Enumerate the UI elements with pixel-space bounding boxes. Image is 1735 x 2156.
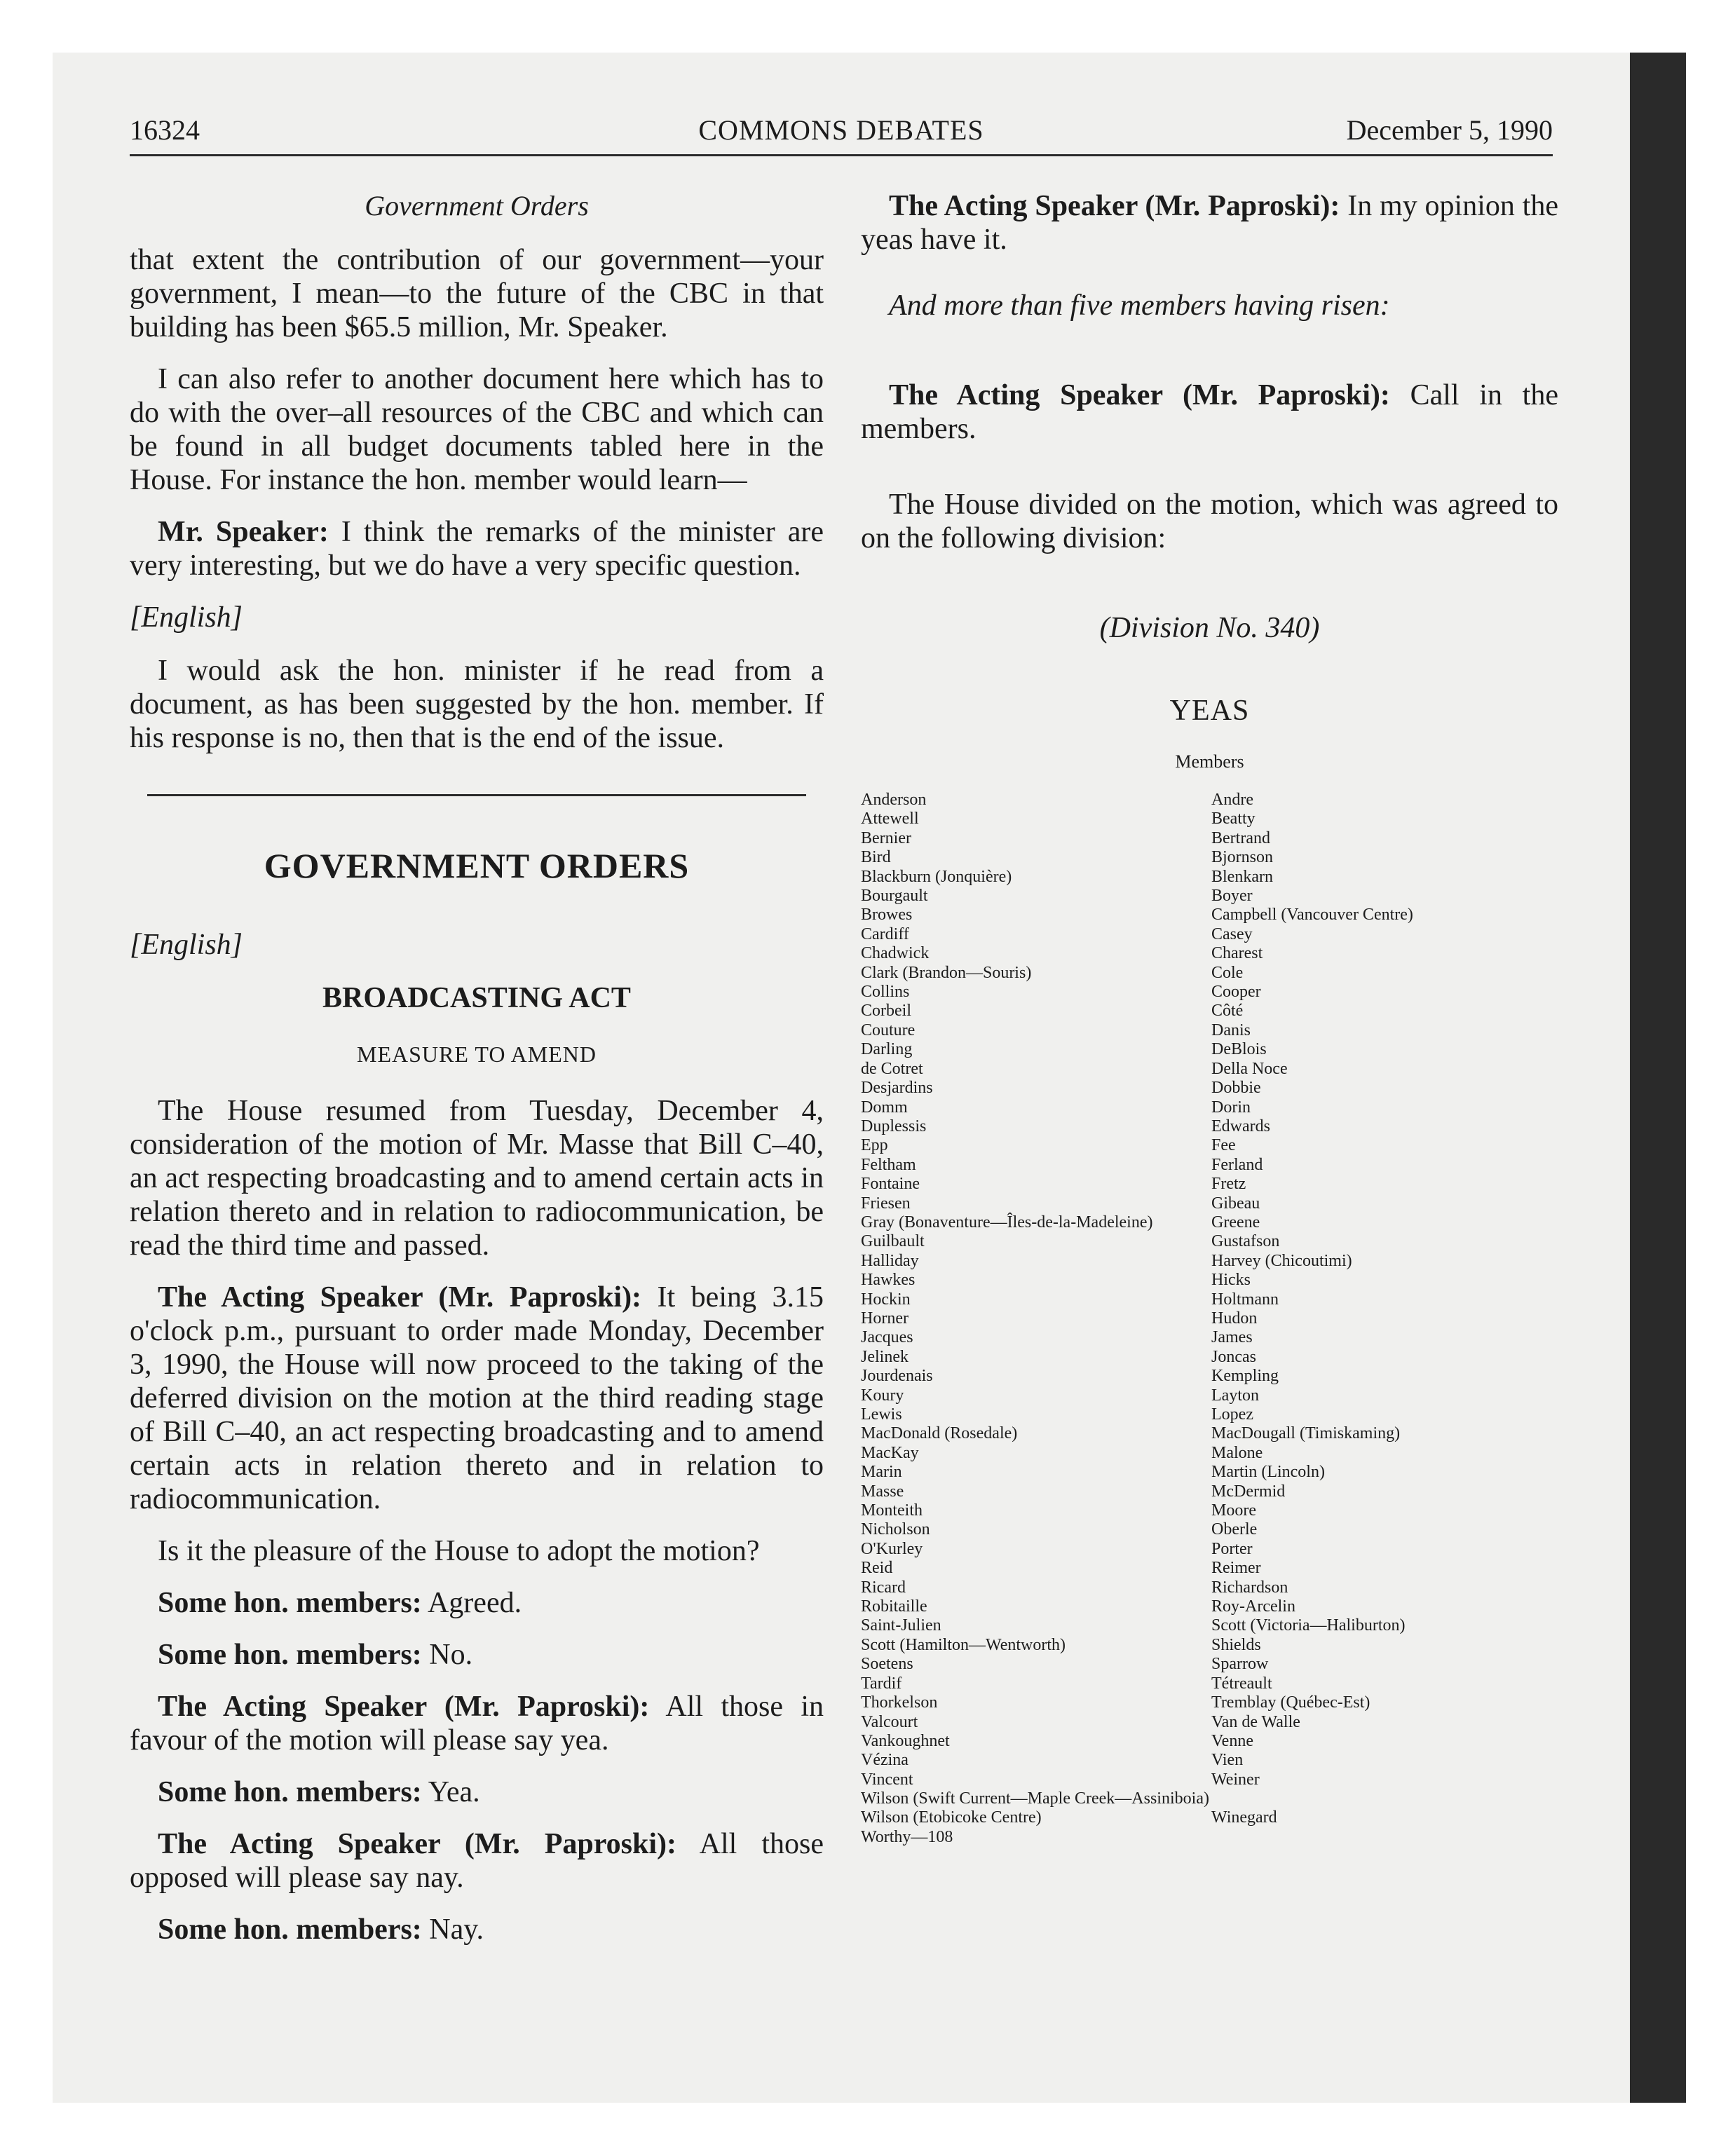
members-list-tail — [861, 1789, 1558, 1847]
paragraph — [130, 1913, 824, 1946]
member-name: Lopez — [1211, 1405, 1253, 1424]
speaker-name: Some hon. members: — [158, 1639, 422, 1671]
member-name: Reid — [861, 1559, 893, 1578]
left-column — [130, 189, 824, 1965]
member-name: Thorkelson — [861, 1693, 938, 1712]
section-divider — [147, 794, 806, 796]
speech-text: In my opinion the yeas have it. — [861, 190, 1558, 256]
member-name: Wilson (Etobicoke Centre) — [861, 1808, 1042, 1827]
member-name: Tremblay (Québec-Est) — [1211, 1693, 1370, 1712]
member-name: McDermid — [1211, 1482, 1286, 1501]
member-name: Hawkes — [861, 1271, 916, 1290]
member-name: Casey — [1211, 925, 1253, 943]
member-name: Feltham — [861, 1155, 916, 1174]
member-name: Fontaine — [861, 1175, 920, 1194]
member-name: Bertrand — [1211, 828, 1270, 847]
member-name: Sparrow — [1211, 1655, 1269, 1674]
yeas-heading: YEAS — [1169, 695, 1250, 727]
speaker-name: Some hon. members: — [158, 1587, 422, 1619]
member-name: Gibeau — [1211, 1194, 1260, 1213]
speaker-name: Mr. Speaker: — [158, 516, 329, 548]
speech-text: Nay. — [421, 1913, 484, 1946]
page-number: 16324 — [130, 114, 200, 146]
member-name: Scott (Hamilton—Wentworth) — [861, 1635, 1066, 1654]
member-name: Hicks — [1211, 1271, 1251, 1290]
speaker-name: The Acting Speaker (Mr. Paproski): — [889, 190, 1340, 222]
member-name: Danis — [1211, 1021, 1251, 1039]
language-tag: [English] — [130, 929, 243, 961]
paragraph — [130, 1775, 824, 1809]
member-name: Edwards — [1211, 1117, 1270, 1135]
subsection-subtitle: MEASURE TO AMEND — [357, 1042, 597, 1067]
member-name: Chadwick — [861, 944, 930, 963]
member-name: Couture — [861, 1021, 916, 1039]
member-name: Campbell (Vancouver Centre) — [1211, 906, 1413, 925]
member-name: Winegard — [1211, 1808, 1277, 1827]
member-name: Masse — [861, 1482, 904, 1501]
member-name: Vien — [1211, 1751, 1244, 1770]
member-name: Epp — [861, 1136, 888, 1155]
paragraph — [861, 378, 1558, 446]
speech-text: No. — [421, 1639, 473, 1671]
speech-text: All those opposed will please say nay. — [130, 1828, 824, 1894]
member-name: MacDougall (Timiskaming) — [1211, 1424, 1401, 1443]
member-name: Tétreault — [1211, 1674, 1272, 1693]
member-name: Blackburn (Jonquière) — [861, 867, 1012, 886]
speech-text: Call in the members. — [861, 379, 1558, 445]
member-name: Andre — [1211, 791, 1253, 809]
speaker-name: The Acting Speaker (Mr. Paproski): — [889, 379, 1390, 411]
members-column-1 — [861, 791, 1211, 1789]
speaker-name: The Acting Speaker (Mr. Paproski): — [158, 1691, 650, 1723]
member-name: Desjardins — [861, 1079, 933, 1098]
member-name: Holtmann — [1211, 1290, 1279, 1309]
member-name: Browes — [861, 906, 913, 925]
member-name: Venne — [1211, 1731, 1253, 1750]
member-name: Tardif — [861, 1674, 902, 1693]
member-name: Ferland — [1211, 1155, 1263, 1174]
members-list — [861, 791, 1558, 1847]
member-name: Cooper — [1211, 983, 1261, 1002]
member-name: Valcourt — [861, 1712, 918, 1731]
member-name: Bird — [861, 848, 891, 867]
member-name: Koury — [861, 1386, 904, 1405]
member-name: Friesen — [861, 1194, 911, 1213]
member-name: James — [1211, 1328, 1253, 1347]
member-name: Domm — [861, 1098, 908, 1117]
member-name: Joncas — [1211, 1347, 1256, 1366]
member-name: de Cotret — [861, 1059, 923, 1078]
member-name: Van de Walle — [1211, 1712, 1300, 1731]
paragraph: The House divided on the motion, which was agreed to on the following division: — [861, 489, 1558, 554]
page-header — [130, 112, 1553, 156]
speaker-name: The Acting Speaker (Mr. Paproski): — [158, 1281, 642, 1314]
member-name: Bourgault — [861, 887, 928, 906]
speech-text: Agreed. — [421, 1587, 522, 1619]
subsection-title: BROADCASTING ACT — [322, 982, 631, 1014]
paragraph — [130, 1638, 824, 1672]
member-name: Fretz — [1211, 1175, 1246, 1194]
speaker-name: The Acting Speaker (Mr. Paproski): — [158, 1828, 677, 1860]
paragraph — [130, 1690, 824, 1757]
member-name: Richardson — [1211, 1578, 1288, 1597]
running-head: Government Orders — [365, 190, 589, 221]
member-name: Oberle — [1211, 1520, 1258, 1539]
paragraph: I can also refer to another document here which has to do with the over–all resources of the CBC and which can be found in all budget documents tabled here in the House. For instance the hon. member would learn— — [130, 363, 824, 496]
paragraph — [130, 1827, 824, 1895]
member-name: Charest — [1211, 944, 1263, 963]
member-name: Vankoughnet — [861, 1731, 950, 1750]
member-name: Roy-Arcelin — [1211, 1597, 1295, 1616]
member-name: Weiner — [1211, 1770, 1260, 1789]
paragraph: I would ask the hon. minister if he read from a document, as has been suggested by the hon. member. If his response is no, then that is the end of the issue. — [130, 655, 824, 754]
paragraph: that extent the contribution of our government—your government, I mean—to the future of the CBC in that building has been $65.5 million, Mr. Speaker. — [130, 244, 824, 343]
member-name: Saint-Julien — [861, 1616, 941, 1635]
member-name: Corbeil — [861, 1002, 911, 1021]
member-name: Blenkarn — [1211, 867, 1273, 886]
publication-date: December 5, 1990 — [1346, 114, 1553, 146]
right-column — [861, 189, 1558, 1847]
member-name: Robitaille — [861, 1597, 927, 1616]
member-name: Bernier — [861, 828, 911, 847]
paragraph: The House resumed from Tuesday, December 4, consideration of the motion of Mr. Masse that Bill C–40, an act respecting broadcasting and to amend certain acts in relation thereto and in relation to radiocommunication, be read the third time and passed. — [130, 1095, 824, 1262]
speech-text: All those in favour of the motion will please say yea. — [130, 1691, 824, 1756]
member-name: Hudon — [1211, 1309, 1258, 1328]
member-name: Marin — [861, 1463, 902, 1482]
member-name: Clark (Brandon—Souris) — [861, 963, 1032, 982]
member-name: DeBlois — [1211, 1040, 1267, 1059]
member-name: Gustafson — [1211, 1232, 1280, 1251]
member-name: Monteith — [861, 1501, 923, 1520]
paragraph: Is it the pleasure of the House to adopt the motion? — [158, 1535, 760, 1567]
member-name: Cole — [1211, 963, 1244, 982]
member-name: Kempling — [1211, 1367, 1279, 1386]
member-name: Boyer — [1211, 887, 1253, 906]
member-name: Layton — [1211, 1386, 1259, 1405]
member-name: Ricard — [861, 1578, 906, 1597]
member-name: Guilbault — [861, 1232, 925, 1251]
member-name: Cardiff — [861, 925, 909, 943]
member-name: Porter — [1211, 1539, 1253, 1558]
member-name: Dobbie — [1211, 1079, 1261, 1098]
member-name: MacDonald (Rosedale) — [861, 1424, 1018, 1443]
member-name: Martin (Lincoln) — [1211, 1463, 1325, 1482]
speaker-name: Some hon. members: — [158, 1776, 422, 1808]
member-name: MacKay — [861, 1443, 919, 1462]
member-name: Shields — [1211, 1635, 1261, 1654]
paragraph — [861, 189, 1558, 257]
paragraph — [130, 515, 824, 582]
publication-title: COMMONS DEBATES — [698, 114, 984, 146]
member-name: Della Noce — [1211, 1059, 1288, 1078]
speaker-name: Some hon. members: — [158, 1913, 422, 1946]
members-label: Members — [1175, 751, 1244, 772]
member-name: Lewis — [861, 1405, 902, 1424]
member-name: Jelinek — [861, 1347, 909, 1366]
division-number: (Division No. 340) — [1099, 612, 1320, 644]
section-title: GOVERNMENT ORDERS — [264, 846, 690, 885]
members-column-2 — [1211, 791, 1548, 1789]
member-name: Scott (Victoria—Haliburton) — [1211, 1616, 1406, 1635]
language-tag: [English] — [130, 601, 243, 634]
member-name: Soetens — [861, 1655, 913, 1674]
member-name: O'Kurley — [861, 1539, 923, 1558]
member-name: Moore — [1211, 1501, 1256, 1520]
member-name: Attewell — [861, 810, 919, 828]
member-name: Jacques — [861, 1328, 913, 1347]
member-name: Duplessis — [861, 1117, 927, 1135]
member-name: Jourdenais — [861, 1367, 933, 1386]
member-name: Wilson (Swift Current—Maple Creek—Assiniboia) — [861, 1789, 1209, 1808]
member-name: Halliday — [861, 1251, 919, 1270]
member-name: Worthy—108 — [861, 1827, 953, 1846]
speech-text: I think the remarks of the minister are very interesting, but we do have a very specific question. — [130, 516, 824, 582]
member-name: Greene — [1211, 1213, 1260, 1231]
member-name: Anderson — [861, 791, 927, 809]
member-name: Reimer — [1211, 1559, 1261, 1578]
procedural-note: And more than five members having risen: — [889, 289, 1390, 322]
member-name: Fee — [1211, 1136, 1236, 1155]
member-name: Dorin — [1211, 1098, 1251, 1117]
member-name: Gray (Bonaventure—Îles-de-la-Madeleine) — [861, 1213, 1153, 1231]
paragraph — [130, 1586, 824, 1620]
member-name: Beatty — [1211, 810, 1256, 828]
speech-text: Yea. — [421, 1776, 480, 1808]
member-name: Horner — [861, 1309, 909, 1328]
member-name: Côté — [1211, 1002, 1244, 1021]
member-name: Harvey (Chicoutimi) — [1211, 1251, 1352, 1270]
member-name: Hockin — [861, 1290, 911, 1309]
member-name: Vézina — [861, 1751, 909, 1770]
member-name: Nicholson — [861, 1520, 930, 1539]
member-name: Collins — [861, 983, 910, 1002]
member-name: Malone — [1211, 1443, 1263, 1462]
member-name: Bjornson — [1211, 848, 1274, 867]
member-name: Vincent — [861, 1770, 913, 1789]
paragraph — [130, 1281, 824, 1516]
member-name: Darling — [861, 1040, 913, 1059]
speech-text: It being 3.15 o'clock p.m., pursuant to order made Monday, December 3, 1990, the House will now proceed to the taking of the deferred division on the motion at the third reading stage of Bill C–40, an act respecting broadcasting and to amend certain acts in relation thereto and in relation to radiocommunication. — [130, 1281, 824, 1515]
member-row — [861, 1808, 1558, 1827]
